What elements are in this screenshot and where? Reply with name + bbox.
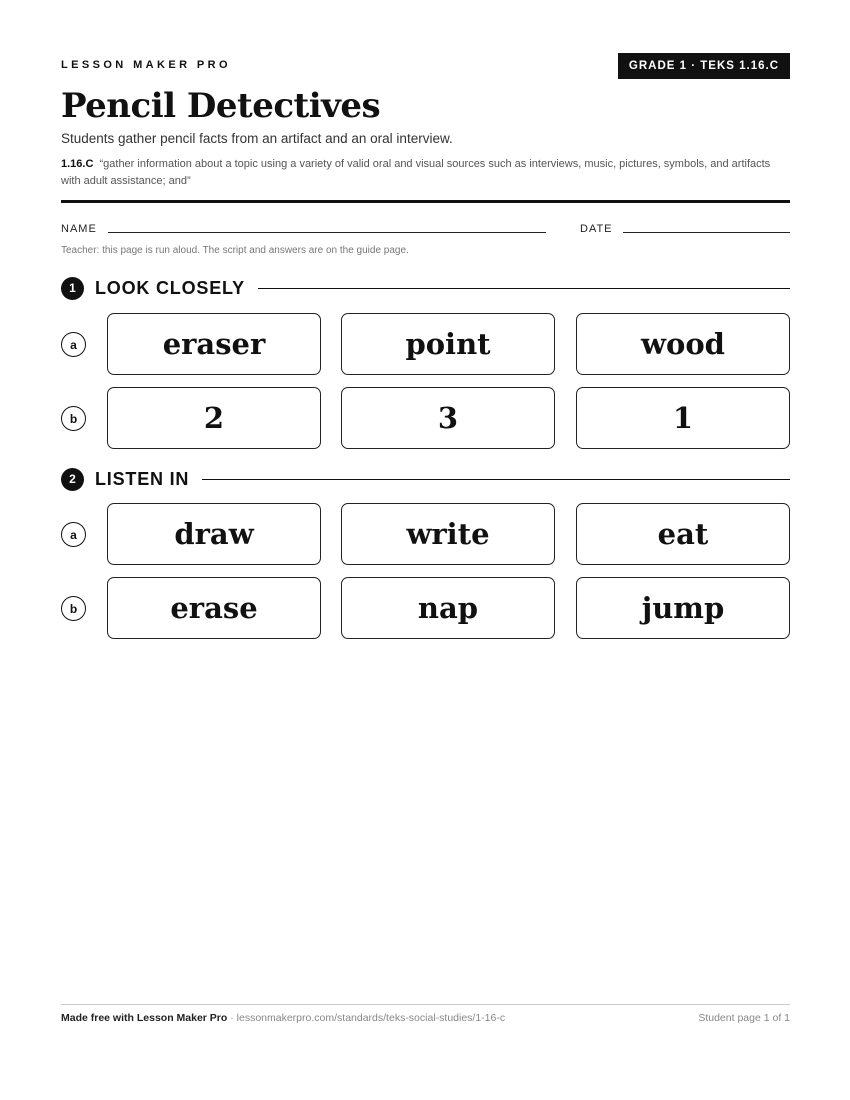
footer-made-with: Made free with Lesson Maker Pro (61, 1012, 228, 1024)
footer-credit (61, 1012, 505, 1024)
question-row-2a (61, 503, 790, 565)
page-number: Student page 1 of 1 (698, 1012, 790, 1024)
standard-description (61, 156, 790, 190)
answer-card[interactable]: nap (341, 577, 555, 639)
section-rule (202, 479, 790, 480)
footer-separator: · (227, 1012, 237, 1024)
answer-card[interactable]: wood (576, 313, 790, 375)
worksheet-page (61, 0, 790, 1100)
question-row-1a (61, 313, 790, 375)
answer-card[interactable]: 3 (341, 387, 555, 449)
page-subtitle: Students gather pencil facts from an artifact and an oral interview. (61, 131, 453, 146)
answer-card[interactable]: write (341, 503, 555, 565)
section-number: 2 (61, 468, 84, 491)
question-letter: b (61, 596, 86, 621)
question-row-2b (61, 577, 790, 639)
question-row-1b (61, 387, 790, 449)
date-field[interactable] (623, 232, 790, 233)
answer-card[interactable]: draw (107, 503, 321, 565)
section-title: LOOK CLOSELY (95, 277, 245, 298)
name-field[interactable] (108, 232, 546, 233)
section-listen-in (61, 467, 790, 491)
grade-badge: GRADE 1 · TEKS 1.16.C (618, 53, 790, 79)
section-number: 1 (61, 277, 84, 300)
standard-text: “gather information about a topic using a variety of valid oral and visual sources such as interviews, music, pictures, symbols, and artifacts with adult assistance; and” (61, 158, 771, 187)
answer-card[interactable]: point (341, 313, 555, 375)
question-letter: a (61, 522, 86, 547)
footer-url[interactable]: lessonmakerpro.com/standards/teks-social-studies/1-16-c (236, 1012, 506, 1024)
header-divider (61, 200, 790, 203)
date-label: DATE (580, 223, 613, 235)
name-label: NAME (61, 223, 97, 235)
section-look-closely (61, 276, 790, 300)
standard-code: 1.16.C (61, 158, 94, 170)
answer-card[interactable]: 2 (107, 387, 321, 449)
question-letter: b (61, 406, 86, 431)
answer-card[interactable]: erase (107, 577, 321, 639)
answer-card[interactable]: eraser (107, 313, 321, 375)
teacher-note: Teacher: this page is run aloud. The script and answers are on the guide page. (61, 245, 409, 256)
footer-divider (61, 1004, 790, 1005)
question-letter: a (61, 332, 86, 357)
answer-card[interactable]: 1 (576, 387, 790, 449)
section-title: LISTEN IN (95, 468, 190, 489)
answer-card[interactable]: eat (576, 503, 790, 565)
page-title: Pencil Detectives (61, 86, 381, 126)
brand-name: LESSON MAKER PRO (61, 59, 231, 71)
answer-card[interactable]: jump (576, 577, 790, 639)
section-rule (258, 288, 790, 289)
